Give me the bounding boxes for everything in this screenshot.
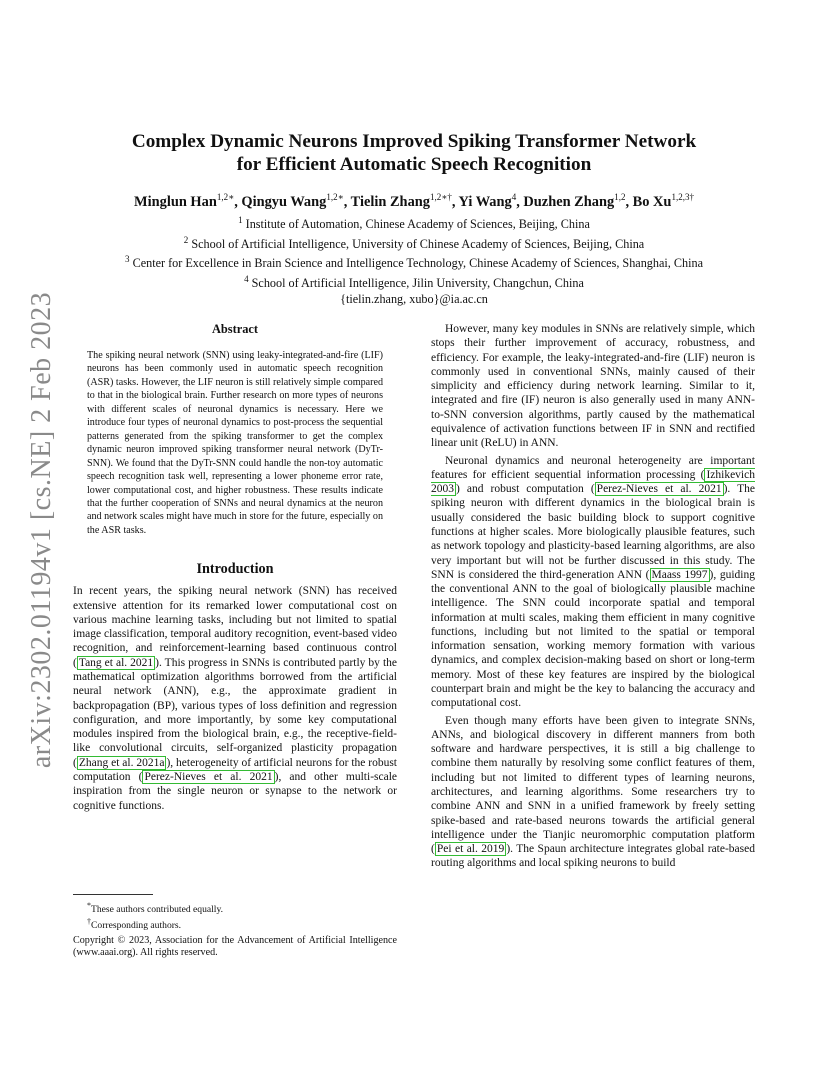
body-text-run: ). This progress in SNNs is contributed partly by the mathematical optimization algorithms borrowed from the artificial neural network (ANN), e.g., the approximate gradient in backpropagation (BP), various types of loss definition and regression configuration, and more importantly, by some key computational modules inspired from the biological brain, e.g., the receptive-field-like convolutional circuits, self-organized plasticity propagation ( <box>73 656 397 769</box>
author-affiliation-marks: 1,2∗ <box>216 192 235 202</box>
author-separator: , <box>516 193 524 210</box>
affiliation-number: 1 <box>238 215 243 225</box>
body-text-run: In recent years, the spiking neural network (SNN) has received extensive attention for its remarked lower computational cost on various machine learning tasks, including but not limited to spatial image classification, temporal auditory recognition, event-based video recognition, and reinforcement-learning based continuous control ( <box>73 585 397 669</box>
title-line-2: for Efficient Automatic Speech Recognition <box>236 154 592 175</box>
contact-emails: {tielin.zhang, xubo}@ia.ac.cn <box>340 291 488 306</box>
affiliation-number: 2 <box>183 234 189 245</box>
body-text-run: ), heterogeneity of artificial neurons for the robust computation ( <box>73 756 397 783</box>
citation-link[interactable]: Perez-Nieves et al. 2021 <box>596 483 722 496</box>
affiliation-number: 4 <box>244 273 249 284</box>
right-paragraph-3 <box>431 714 755 871</box>
footnotes <box>73 894 397 960</box>
body-text-run: ). The spiking neuron with different dynamics in the biological brain is usually considered the basic building block to support cognitive functions at higher scales. More biologically plausible features, such as network topology and plasticity-based learning algorithms, are also very important but will not be further discussed in this study. The SNN is considered the third-generation ANN ( <box>431 483 755 581</box>
author-name: Qingyu Wang <box>241 193 327 210</box>
author-name: Minglun Han <box>134 193 217 210</box>
author-affiliation-marks: 1,2∗† <box>429 192 452 202</box>
affiliation-line <box>60 272 768 292</box>
author-separator: , <box>625 193 633 210</box>
author-affiliation-marks: 1,2∗ <box>326 192 344 202</box>
author-name: Duzhen Zhang <box>523 193 615 210</box>
body-text-run: Neuronal dynamics and neuronal heterogeneity are important features for efficient sequential information processing ( <box>431 454 755 481</box>
body-text-run: ), and other multi-scale inspiration from the single neuron or synapse to the network or cognitive functions. <box>73 771 398 812</box>
footnote-corresponding: †Corresponding authors. <box>87 917 182 932</box>
introduction-heading: Introduction <box>196 561 274 578</box>
arxiv-side-stamp <box>22 290 62 770</box>
footnote-equal-text: These authors contributed equally. <box>91 904 224 916</box>
copyright-notice: Copyright © 2023, Association for the Advancement of Artificial Intelligence (www.aaai.org). All rights reserved. <box>73 934 397 959</box>
footnote-rule <box>73 894 153 895</box>
body-text-run: However, many key modules in SNNs are relatively simple, which stops their further improvement of accuracy, robustness, and efficiency. For example, the leaky-integrated-and-fire (LIF) neuron is commonly used in conventional SNNs, mainly caused of their simplicity and efficiency during network learning. Similar to it, integrated and fire (IF) neuron is also generally used in many ANN-to-SNN conversion algorithms, partly caused by the mathematical equivalence of activation functions between IF in SNN and rectified linear unit (ReLU) in ANN. <box>431 323 755 450</box>
citation-link[interactable]: Tang et al. 2021 <box>78 656 154 669</box>
body-text-run: ). The Spaun architecture integrates global rate-based routing algorithms and local spiking neurons to build <box>431 843 755 870</box>
right-column <box>431 322 755 871</box>
abstract-text: The spiking neural network (SNN) using leaky-integrated-and-fire (LIF) neurons has been commonly used in automatic speech recognition (ASR) tasks. However, the LIF neuron is still relatively simple compared to that in the biological brain. Further research on more types of neurons with different scales of neuronal dynamics is necessary. Here we introduce four types of neuronal dynamics to post-process the sequential patterns generated from the spiking transformer to get the complex dynamic neuron improved spiking transformer neural network (DyTr-SNN). We found that the DyTr-SNN could handle the non-toy automatic speech recognition task well, representing a lower phoneme error rate, lower computational cost, and higher robustness. These results indicate that the further cooperation of SNNs and neural dynamics at the neuron and network scales might have much in store for the future, especially on the ASR tasks. <box>87 350 383 536</box>
author-affiliation-marks: 1,2 <box>614 192 626 202</box>
citation-link[interactable]: Maass 1997 <box>651 568 708 581</box>
body-text-run: Even though many efforts have been given to integrate SNNs, ANNs, and biological discovery in different manners from both software and hardware perspectives, it is still a big challenge to combine them naturally by resolving some conflict features of them, including but not limited to different types of learning neurons, architectures, and learning algorithms. Some researchers try to combine ANN and SNN in a unified framework by freely setting spike-based and rate-based neurons towards the artificial general intelligence under the Tianjic neuromorphic computation platform ( <box>431 714 755 856</box>
left-column <box>73 322 397 813</box>
introduction-paragraph <box>73 584 397 813</box>
right-paragraph-2 <box>431 454 755 711</box>
affiliation-text: School of Artificial Intelligence, Jilin University, Changchun, China <box>248 276 584 291</box>
author-name: Bo Xu <box>632 193 672 210</box>
affiliation-text: School of Artificial Intelligence, University of Chinese Academy of Sciences, Beijing, China <box>188 236 645 251</box>
body-text-run: ) and robust computation ( <box>456 483 595 496</box>
abstract-heading: Abstract <box>211 322 259 336</box>
citation-link[interactable]: Zhang et al. 2021a <box>78 756 165 769</box>
affiliation-line <box>60 213 768 233</box>
paper-title <box>74 130 754 176</box>
affiliation-block <box>60 213 768 307</box>
author-separator: , <box>234 193 242 210</box>
arxiv-identifier: arXiv:2302.01194v1 [cs.NE] 2 Feb 2023 <box>26 291 58 769</box>
affiliation-text: Institute of Automation, Chinese Academy of Sciences, Beijing, China <box>242 217 590 232</box>
author-separator: , <box>343 193 351 210</box>
right-paragraph-1 <box>431 322 755 451</box>
author-list <box>74 188 754 211</box>
affiliation-text: Center for Excellence in Brain Science and Intelligence Technology, Chinese Academy of Sciences, Shanghai, China <box>129 256 703 271</box>
affiliation-line <box>60 252 768 272</box>
citation-link[interactable]: Perez-Nieves et al. 2021 <box>144 771 273 783</box>
affiliation-list <box>60 213 768 292</box>
affiliation-line <box>60 233 768 253</box>
body-text-run: ), guiding the conventional ANN to the goal of biologically plausible machine intelligence. The SNN could incorporate spatial and temporal information at multi scales, making them efficient in many cognitive functions, including but not limited to the spatial or temporal information sensation, working memory formation with various dynamics, and complex decision-making based on short or long-term memory. Most of these key features are inspired by the biological counterpart brain and might be the key to balancing the accuracy and computational cost. <box>431 568 755 710</box>
footnote-equal-contribution: *These authors contributed equally. <box>87 901 224 916</box>
author-name: Yi Wang <box>458 193 512 210</box>
footnote-corresponding-text: Corresponding authors. <box>91 920 182 932</box>
author-name: Tielin Zhang <box>350 193 430 210</box>
author-separator: , <box>451 193 459 210</box>
citation-link[interactable]: Izhikevich 2003 <box>431 468 755 496</box>
title-line-1: Complex Dynamic Neurons Improved Spiking Transformer Network <box>131 131 697 152</box>
affiliation-number: 3 <box>125 254 130 265</box>
author-affiliation-marks: 4 <box>511 192 517 202</box>
author-affiliation-marks: 1,2,3† <box>671 192 694 202</box>
citation-link[interactable]: Pei et al. 2019 <box>436 843 505 856</box>
